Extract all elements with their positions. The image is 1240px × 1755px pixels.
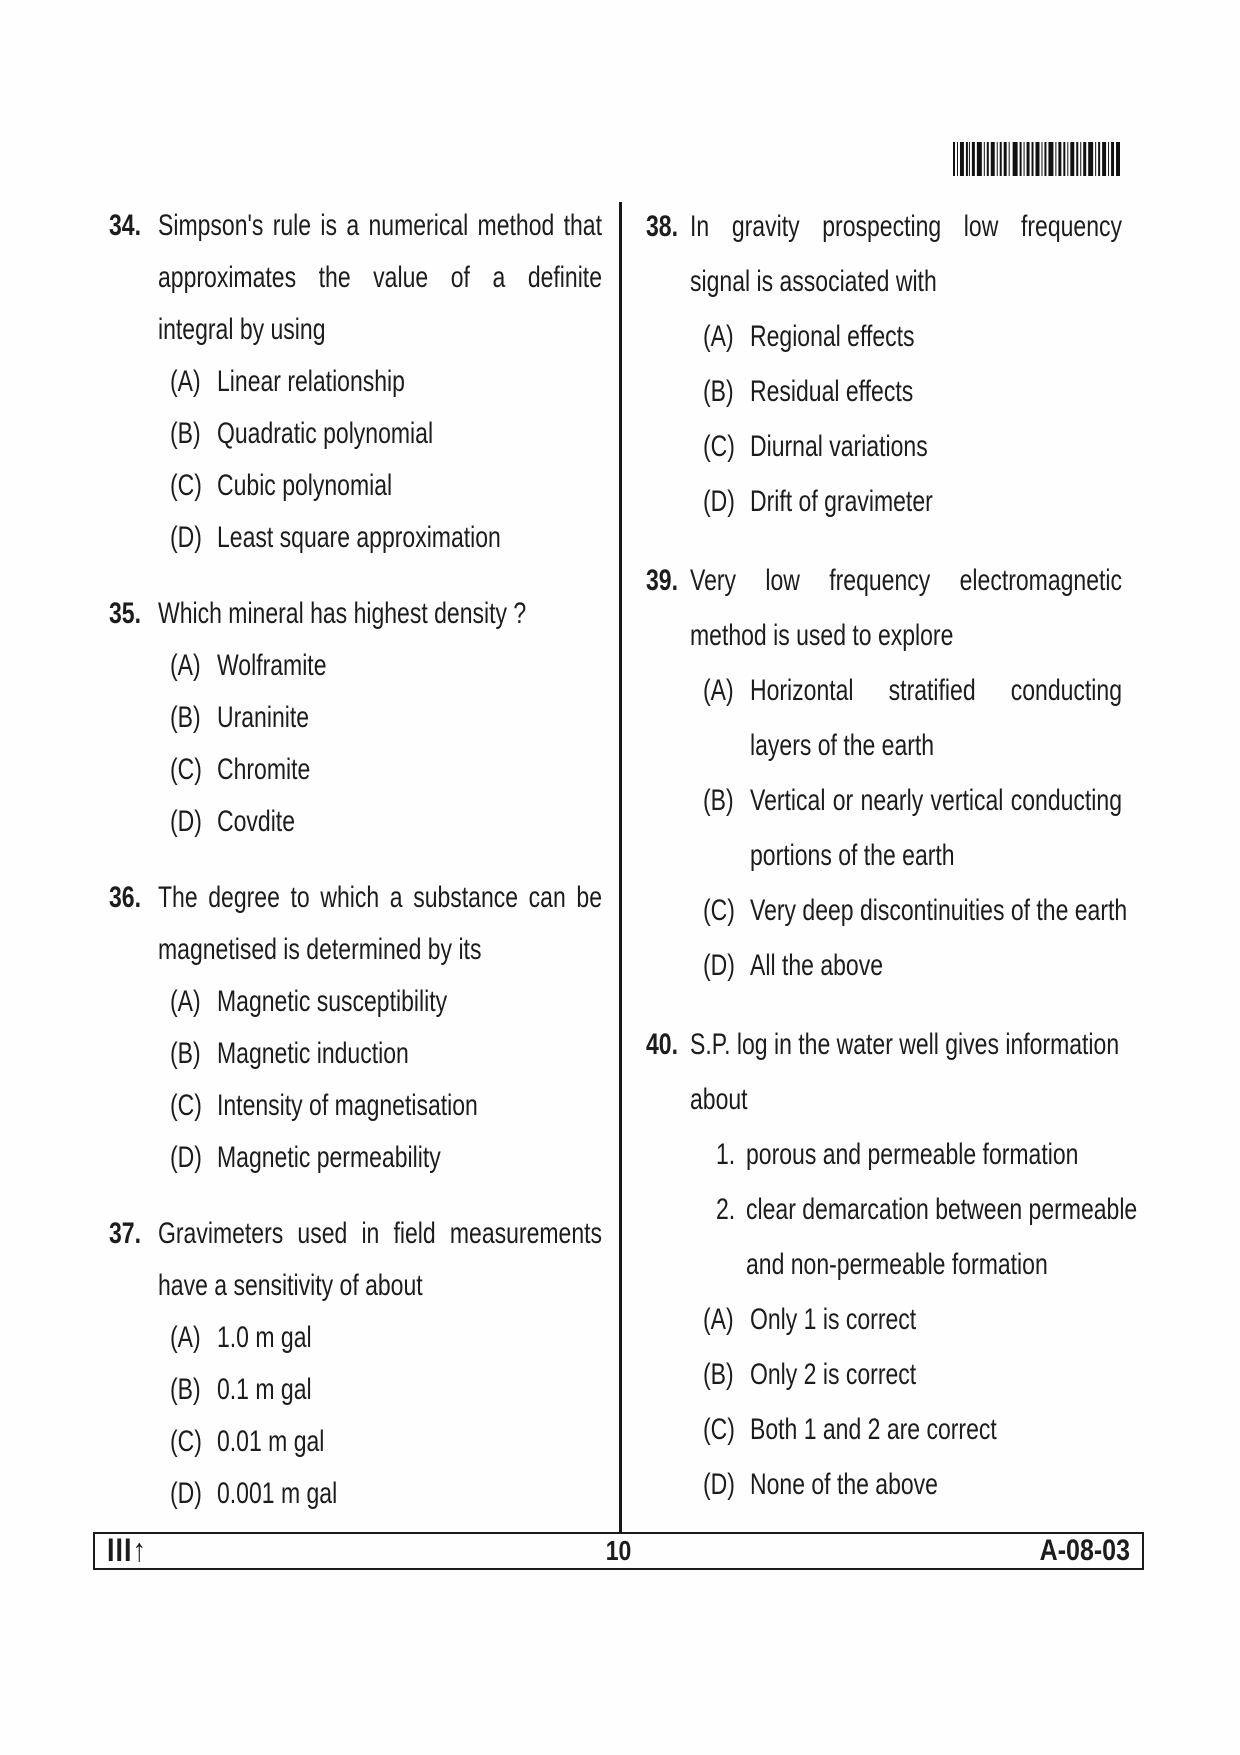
option-text-line: Only 2 is correct xyxy=(750,1357,917,1391)
option-text-line: All the above xyxy=(750,948,883,982)
option-label: (C) xyxy=(703,893,735,927)
option-text-line: Intensity of magnetisation xyxy=(217,1088,478,1122)
option-label: (D) xyxy=(170,1476,202,1510)
question-row xyxy=(109,1207,602,1311)
question-text-line: S.P. log in the water well gives information xyxy=(690,1027,1120,1061)
question-row xyxy=(646,199,1122,309)
option-text xyxy=(750,663,1122,773)
option-row xyxy=(109,1131,602,1183)
option-text-line: Only 1 is correct xyxy=(750,1302,917,1336)
question-text-line: Which mineral has highest density ? xyxy=(158,596,527,630)
option-text xyxy=(217,511,553,563)
question-text-line: approximates the value of a definite xyxy=(158,260,602,294)
option-row xyxy=(646,474,1122,529)
option-text-line: Covdite xyxy=(217,804,295,838)
option-text-line: 0.001 m gal xyxy=(217,1476,338,1510)
option-label: (D) xyxy=(703,948,735,982)
option-row xyxy=(646,663,1122,773)
option-text-line: Diurnal variations xyxy=(750,429,928,463)
option-row xyxy=(109,511,602,563)
option-text-line: 1.0 m gal xyxy=(217,1320,312,1354)
sub-item-label: 1. xyxy=(716,1137,736,1171)
option-row xyxy=(109,1467,602,1519)
option-label: (D) xyxy=(170,520,202,554)
question-text-line: In gravity prospecting low frequency xyxy=(690,209,1122,243)
question-text-line: signal is associated with xyxy=(690,264,937,298)
question-text-line: Gravimeters used in field measurements xyxy=(158,1216,602,1250)
question-number: 40. xyxy=(646,1027,678,1061)
question-text xyxy=(690,199,1122,309)
option-text-line: Linear relationship xyxy=(217,364,405,398)
option-label: (A) xyxy=(703,1302,734,1336)
question-block xyxy=(109,587,602,847)
option-text-line: layers of the earth xyxy=(750,728,935,762)
option-label: (A) xyxy=(170,984,201,1018)
option-label: (A) xyxy=(170,364,201,398)
option-label: (B) xyxy=(703,374,734,408)
option-text xyxy=(217,1467,553,1519)
option-text-line: Drift of gravimeter xyxy=(750,484,933,518)
option-text xyxy=(750,1457,1122,1512)
question-block xyxy=(646,199,1122,529)
question-row xyxy=(109,871,602,975)
question-text xyxy=(690,553,1122,663)
sub-item-text-line: clear demarcation between permeable xyxy=(746,1192,1138,1226)
option-text xyxy=(750,773,1122,883)
question-text-line: have a sensitivity of about xyxy=(158,1268,423,1302)
question-number: 36. xyxy=(109,880,141,914)
option-text xyxy=(750,474,1122,529)
option-label: (B) xyxy=(170,700,201,734)
option-label: (A) xyxy=(170,1320,201,1354)
question-text-line: integral by using xyxy=(158,312,326,346)
question-block xyxy=(109,199,602,563)
sub-item-text-line: and non-permeable formation xyxy=(746,1247,1048,1281)
option-label: (D) xyxy=(703,1467,735,1501)
question-block xyxy=(109,1207,602,1519)
question-text-line: The degree to which a substance can be xyxy=(158,880,602,914)
option-text-line: Very deep discontinuities of the earth xyxy=(750,893,1128,927)
question-text xyxy=(158,199,602,355)
question-number: 37. xyxy=(109,1216,141,1250)
option-label: (C) xyxy=(703,1412,735,1446)
option-label: (A) xyxy=(703,673,734,707)
question-text-line: about xyxy=(690,1082,748,1116)
question-text-line: Very low frequency electromagnetic xyxy=(690,563,1122,597)
option-text-line: Chromite xyxy=(217,752,311,786)
option-label: (D) xyxy=(170,804,202,838)
option-label: (D) xyxy=(170,1140,202,1174)
option-text-line: Regional effects xyxy=(750,319,915,353)
barcode xyxy=(953,142,1120,176)
question-text-line: method is used to explore xyxy=(690,618,954,652)
option-text-line: Vertical or nearly vertical conducting xyxy=(750,783,1122,817)
option-text-line: Wolframite xyxy=(217,648,327,682)
option-row xyxy=(109,795,602,847)
question-number: 38. xyxy=(646,209,678,243)
option-label: (A) xyxy=(703,319,734,353)
question-text-line: magnetised is determined by its xyxy=(158,932,482,966)
question-number: 34. xyxy=(109,208,141,242)
option-text xyxy=(217,1131,553,1183)
question-row xyxy=(646,1017,1122,1127)
option-label: (B) xyxy=(703,783,734,817)
option-text-line: Magnetic permeability xyxy=(217,1140,441,1174)
option-label: (C) xyxy=(170,752,202,786)
question-block xyxy=(109,871,602,1183)
question-number: 35. xyxy=(109,596,141,630)
question-row xyxy=(646,553,1122,663)
question-text xyxy=(690,1017,1122,1127)
option-text-line: Cubic polynomial xyxy=(217,468,393,502)
option-text-line: Uraninite xyxy=(217,700,310,734)
option-text-line: Residual effects xyxy=(750,374,914,408)
question-text xyxy=(158,1207,602,1311)
option-label: (C) xyxy=(170,1424,202,1458)
option-label: (D) xyxy=(703,484,735,518)
page-number: 10 xyxy=(605,1534,632,1566)
question-block xyxy=(646,553,1128,993)
option-text xyxy=(217,795,553,847)
left-column xyxy=(109,199,602,1519)
sub-item-text xyxy=(746,1182,1138,1292)
option-row xyxy=(646,1457,1122,1512)
option-text-line: Least square approximation xyxy=(217,520,501,554)
option-row xyxy=(646,938,1122,993)
option-label: (B) xyxy=(170,1372,201,1406)
option-row xyxy=(646,773,1122,883)
option-label: (C) xyxy=(703,429,735,463)
question-number: 39. xyxy=(646,563,678,597)
option-text-line: None of the above xyxy=(750,1467,938,1501)
right-column xyxy=(646,199,1138,1512)
option-label: (C) xyxy=(170,468,202,502)
option-text-line: Magnetic susceptibility xyxy=(217,984,448,1018)
option-text-line: Quadratic polynomial xyxy=(217,416,434,450)
option-label: (B) xyxy=(703,1357,734,1391)
up-arrow-icon: ↑ xyxy=(132,1532,148,1569)
footer-bar xyxy=(93,1532,1144,1570)
sub-item-text-line: porous and permeable formation xyxy=(746,1137,1079,1171)
question-row xyxy=(109,199,602,355)
option-label: (B) xyxy=(170,416,201,450)
sub-item-label: 2. xyxy=(716,1192,736,1226)
option-text-line: Both 1 and 2 are correct xyxy=(750,1412,997,1446)
option-text-line: Magnetic induction xyxy=(217,1036,409,1070)
option-label: (A) xyxy=(170,648,201,682)
option-text xyxy=(750,938,1122,993)
column-divider xyxy=(619,202,622,1532)
option-text-line: Horizontal stratified conducting xyxy=(750,673,1122,707)
sub-item-row xyxy=(646,1182,1138,1292)
option-text-line: 0.1 m gal xyxy=(217,1372,312,1406)
option-text-line: 0.01 m gal xyxy=(217,1424,325,1458)
booklet-code: A-08-03 xyxy=(1039,1533,1130,1568)
option-label: (B) xyxy=(170,1036,201,1070)
question-text-line: Simpson's rule is a numerical method that xyxy=(158,208,602,242)
option-label: (C) xyxy=(170,1088,202,1122)
question-text xyxy=(158,871,602,975)
question-block xyxy=(646,1017,1138,1512)
option-text-line: portions of the earth xyxy=(750,838,955,872)
series-code-text: III xyxy=(107,1532,133,1569)
